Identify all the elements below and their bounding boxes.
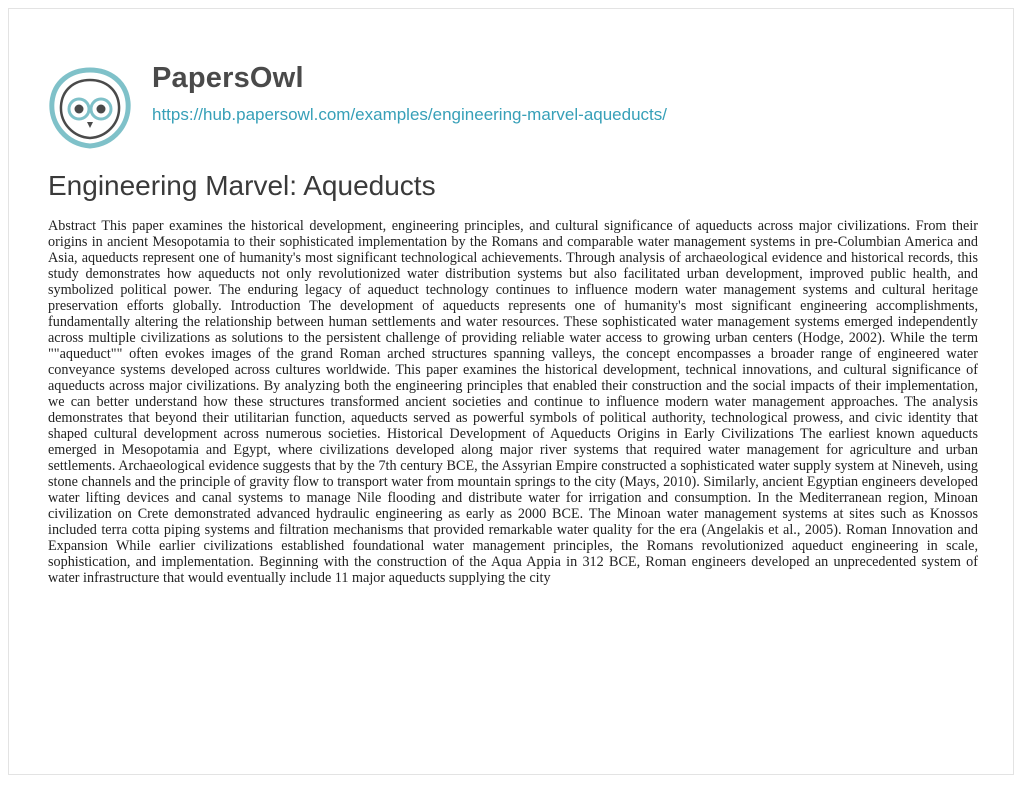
document-title: Engineering Marvel: Aqueducts xyxy=(48,170,436,201)
brand-name[interactable]: PapersOwl xyxy=(152,62,304,94)
document-body-text: Abstract This paper examines the historical development, engineering principles, and cultural significance of aqueducts across major civilizations. From their origins in ancient Mesopotamia to their sophisticated implementation by the Romans and comparable water management systems in pre-Columbian America and Asia, aqueducts represent one of humanity's most significant technological achievements. Through analysis of archaeological evidence and historical records, this study demonstrates how aqueducts not only revolutionized water distribution systems but also facilitated urban development, improved public health, and symbolized political power. The enduring legacy of aqueduct technology continues to influence modern water management systems and cultural heritage preservation efforts globally. Introduction The development of aqueducts represents one of humanity's most significant engineering accomplishments, fundamentally altering the relationship between human settlements and water resources. These sophisticated water management systems emerged independently across multiple civilizations as solutions to the persistent challenge of providing reliable water access to growing urban centers (Hodge, 2002). While the term ""aqueduct"" often evokes images of the grand Roman arched structures spanning valleys, the concept encompasses a broader range of engineered water conveyance systems developed across cultures worldwide. This paper examines the historical development, technical innovations, and cultural significance of aqueducts across major civilizations. By analyzing both the engineering principles that enabled their construction and the social impacts of their implementation, we can better understand how these structures transformed ancient societies and continue to influence modern water management approaches. The analysis demonstrates that beyond their utilitarian function, aqueducts served as powerful symbols of political authority, technological prowess, and civic identity that shaped cultural development across numerous societies. Historical Development of Aqueducts Origins in Early Civilizations The earliest known aqueducts emerged in Mesopotamia and Egypt, where civilizations developed along major river systems that required water management for agriculture and urban settlements. Archaeological evidence suggests that by the 7th century BCE, the Assyrian Empire constructed a sophisticated water supply system at Nineveh, using stone channels and the principle of gravity flow to transport water from mountain springs to the city (Mays, 2010). Similarly, ancient Egyptian engineers developed water lifting devices and canal systems to manage Nile flooding and distribute water for irrigation and consumption. In the Mediterranean region, Minoan civilization on Crete demonstrated advanced hydraulic engineering as early as 2000 BCE. The Minoan water management systems at sites such as Knossos included terra cotta piping systems and filtration mechanisms that provided remarkable water quality for the era (Angelakis et al., 2005). Roman Innovation and Expansion While earlier civilizations established foundational water management principles, the Romans revolutionized aqueduct engineering in scale, sophistication, and implementation. Beginning with the construction of the Aqua Appia in 312 BCE, Roman engineers developed an unprecedented system of water infrastructure that would eventually include 11 major aqueducts supplying the city xyxy=(48,218,978,586)
site-header xyxy=(48,56,948,136)
owl-logo-icon[interactable] xyxy=(48,66,132,150)
source-url-link[interactable]: https://hub.papersowl.com/examples/engineering-marvel-aqueducts/ xyxy=(152,105,667,124)
